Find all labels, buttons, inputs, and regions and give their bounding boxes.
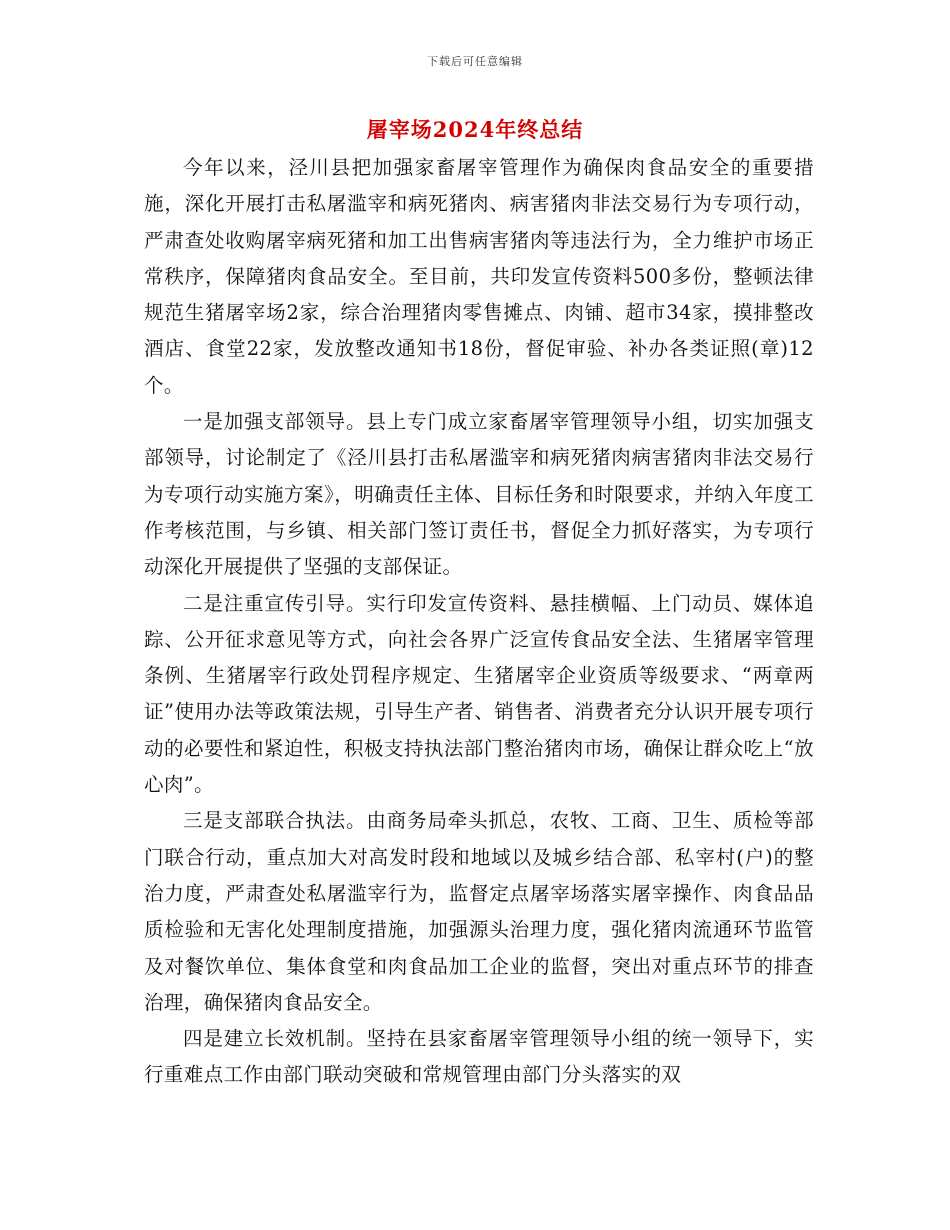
paragraph-leadership: 一是加强支部领导。县上专门成立家畜屠宰管理领导小组，切实加强支部领导，讨论制定了《泾川县打击私屠滥宰和病死猪肉病害猪肉非法交易行为专项行动实施方案》，明确责任主体、目标任务和时限要求，并纳入年度工作考核范围，与乡镇、相关部门签订责任书，督促全力抓好落实，为专项行动深化开展提供了坚强的支部保证。 [144,410,814,579]
paragraph-long-term-mechanism: 四是建立长效机制。坚持在县家畜屠宰管理领导小组的统一领导下，实行重难点工作由部门联动突破和常规管理由部门分头落实的双 [144,1027,814,1087]
paragraph-intro: 今年以来，泾川县把加强家畜屠宰管理作为确保肉食品安全的重要措施，深化开展打击私屠滥宰和病死猪肉、病害猪肉非法交易行为专项行动，严肃查处收购屠宰病死猪和加工出售病害猪肉等违法行为，全力维护市场正常秩序，保障猪肉食品安全。至目前，共印发宣传资料500多份，整顿法律规范生猪屠宰场2家，综合治理猪肉零售摊点、肉铺、超市34家，摸排整改酒店、食堂22家，发放整改通知书18份，督促审验、补办各类证照(章)12个。 [144,156,814,397]
paragraph-joint-enforcement: 三是支部联合执法。由商务局牵头抓总，农牧、工商、卫生、质检等部门联合行动，重点加大对高发时段和地域以及城乡结合部、私宰村(户)的整治力度，严肃查处私屠滥宰行为，监督定点屠宰场落实屠宰操作、肉食品品质检验和无害化处理制度措施，加强源头治理力度，强化猪肉流通环节监管及对餐饮单位、集体食堂和肉食品加工企业的监督，突出对重点环节的排查治理，确保猪肉食品安全。 [144,809,814,1014]
document-body [144,150,814,1094]
paragraph-publicity: 二是注重宣传引导。实行印发宣传资料、悬挂横幅、上门动员、媒体追踪、公开征求意见等方式，向社会各界广泛宣传食品安全法、生猪屠宰管理条例、生猪屠宰行政处罚程序规定、生猪屠宰企业资质等级要求、“两章两证”使用办法等政策法规，引导生产者、销售者、消费者充分认识开展专项行动的必要性和紧迫性，积极支持执法部门整治猪肉市场，确保让群众吃上“放心肉”。 [144,591,814,797]
header-note: 下载后可任意编辑 [427,55,523,68]
document-title: 屠宰场2024年终总结 [366,117,584,142]
